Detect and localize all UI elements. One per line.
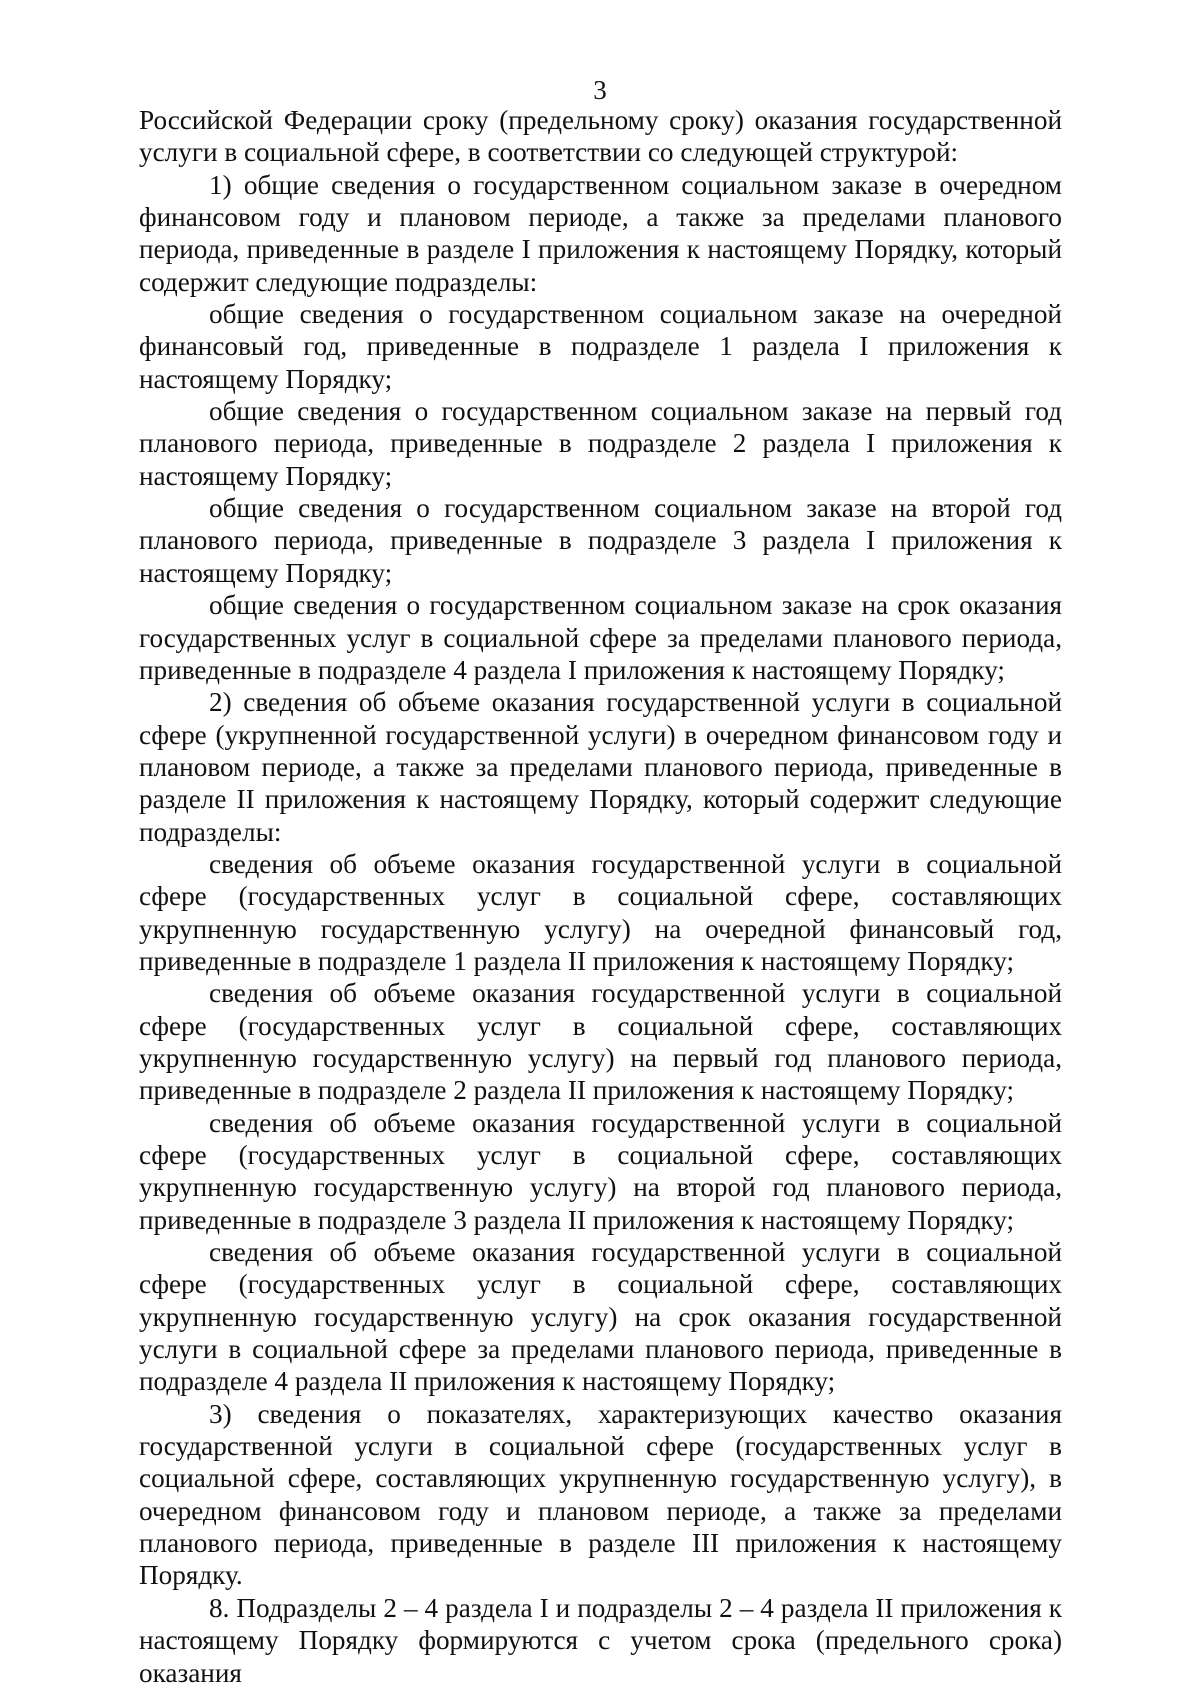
paragraph-item-1: 1) общие сведения о государственном социальном заказе в очередном финансовом году и плановом периоде, а также за пределами планового периода, приведенные в разделе I приложения к настоящему Порядку, который содержит следующие подразделы: [139, 169, 1062, 297]
document-body [139, 104, 1062, 1689]
paragraph-clause-8: 8. Подразделы 2 – 4 раздела I и подразделы 2 – 4 раздела II приложения к настоящему Порядку формируются с учетом срока (предельного срока) оказания [139, 1592, 1062, 1688]
page-number: 3 [593, 75, 607, 105]
paragraph-item-3: 3) сведения о показателях, характеризующих качество оказания государственной услуги в социальной сфере (государственных услуг в социальной сфере, составляющих укрупненную государственную услугу), в очередном финансовом году и плановом периоде, а также за пределами планового периода, приведенные в разделе III приложения к настоящему Порядку. [139, 1398, 1062, 1591]
paragraph-subsection-2-1: сведения об объеме оказания государственной услуги в социальной сфере (государственных услуг в социальной сфере, составляющих укрупненную государственную услугу) на очередной финансовый год, приведенные в подразделе 1 раздела II приложения к настоящему Порядку; [139, 848, 1062, 976]
paragraph-subsection-2-3: сведения об объеме оказания государственной услуги в социальной сфере (государственных услуг в социальной сфере, составляющих укрупненную государственную услугу) на второй год планового периода, приведенные в подразделе 3 раздела II приложения к настоящему Порядку; [139, 1107, 1062, 1235]
paragraph-continuation: Российской Федерации сроку (предельному сроку) оказания государственной услуги в социальной сфере, в соответствии со следующей структурой: [139, 105, 1062, 168]
paragraph-subsection-2-4: сведения об объеме оказания государственной услуги в социальной сфере (государственных услуг в социальной сфере, составляющих укрупненную государственную услугу) на срок оказания государственной услуги в социальной сфере за пределами планового периода, приведенные в подразделе 4 раздела II приложения к настоящему Порядку; [139, 1237, 1062, 1397]
paragraph-subsection-2-2: сведения об объеме оказания государственной услуги в социальной сфере (государственных услуг в социальной сфере, составляющих укрупненную государственную услугу) на первый год планового периода, приведенные в подразделе 2 раздела II приложения к настоящему Порядку; [139, 978, 1062, 1106]
paragraph-item-2: 2) сведения об объеме оказания государственной услуги в социальной сфере (укрупненной государственной услуги) в очередном финансовом году и плановом периоде, а также за пределами планового периода, приведенные в разделе II приложения к настоящему Порядку, который содержит следующие подразделы: [139, 687, 1062, 847]
paragraph-subsection-1-2: общие сведения о государственном социальном заказе на первый год планового периода, приведенные в подразделе 2 раздела I приложения к настоящему Порядку; [139, 396, 1062, 491]
paragraph-subsection-1-4: общие сведения о государственном социальном заказе на срок оказания государственных услуг в социальной сфере за пределами планового периода, приведенные в подразделе 4 раздела I приложения к настоящему Порядку; [139, 590, 1062, 685]
paragraph-subsection-1-3: общие сведения о государственном социальном заказе на второй год планового периода, приведенные в подразделе 3 раздела I приложения к настоящему Порядку; [139, 493, 1062, 588]
paragraph-subsection-1-1: общие сведения о государственном социальном заказе на очередной финансовый год, приведенные в подразделе 1 раздела I приложения к настоящему Порядку; [139, 299, 1062, 394]
